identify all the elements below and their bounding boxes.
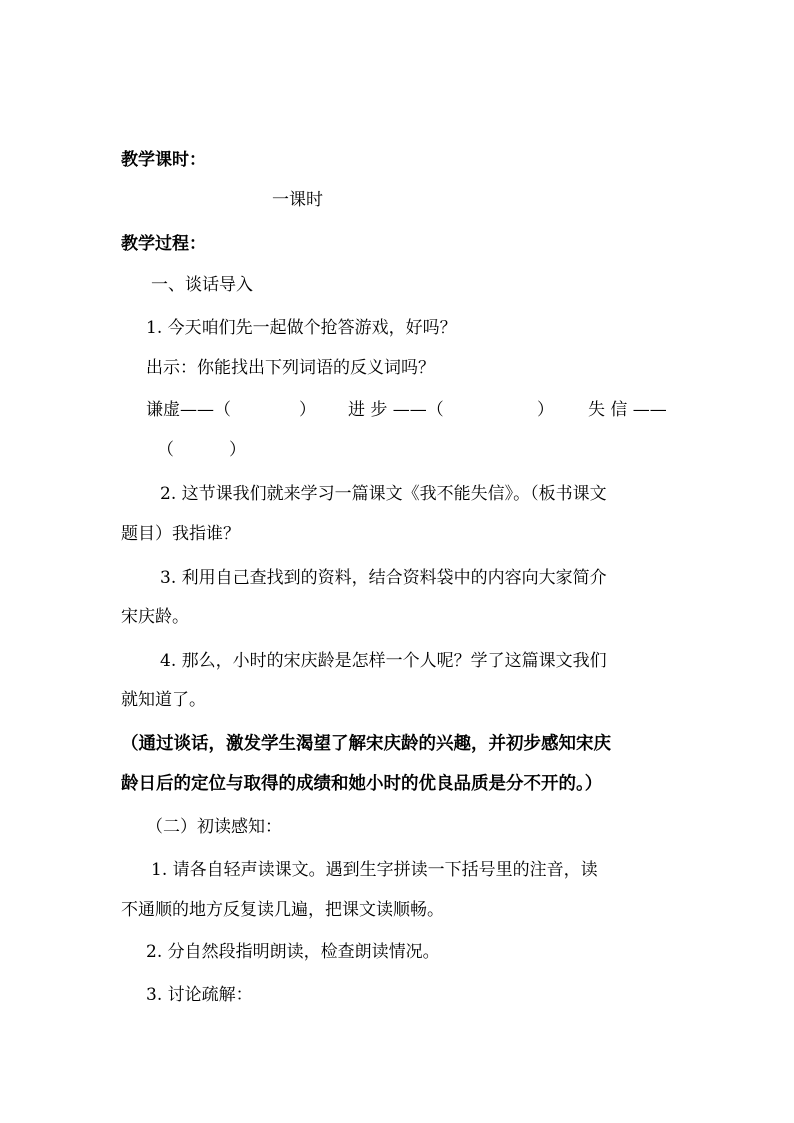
heading-process: 教学过程：: [121, 234, 206, 254]
antonym-close-3: ）: [229, 440, 246, 460]
read-1-line-2: 不通顺的地方反复读几遍，把课文读顺畅。: [121, 900, 444, 920]
step-2-line-2: 题目）我指谁？: [121, 524, 240, 544]
show-prompt: 出示：你能找出下列词语的反义词吗？: [146, 358, 435, 378]
antonym-open-3: （: [157, 440, 174, 460]
class-hours-value: 一课时: [272, 190, 323, 210]
antonym-close-2: ）: [537, 400, 554, 420]
step-4-line-1: 4. 那么，小时的宋庆龄是怎样一个人呢？学了这篇课文我们: [160, 651, 607, 671]
read-3: 3. 讨论疏解：: [146, 985, 253, 1005]
antonym-word-3: 失 信 ——: [588, 400, 667, 420]
antonym-word-2: 进 步 ——（: [348, 400, 444, 420]
step-1: 1. 今天咱们先一起做个抢答游戏，好吗？: [146, 318, 457, 338]
step-3-line-2: 宋庆龄。: [121, 607, 189, 627]
read-1-line-1: 1. 请各自轻声读课文。遇到生字拼读一下括号里的注音，读: [151, 860, 598, 880]
antonym-word-1: 谦虚——（: [146, 400, 231, 420]
antonym-close-1: ）: [299, 400, 316, 420]
note-line-1: （通过谈话，激发学生渴望了解宋庆龄的兴趣，并初步感知宋庆: [121, 734, 611, 754]
note-line-2: 龄日后的定位与取得的成绩和她小时的优良品质是分不开的。）: [121, 774, 603, 794]
read-2: 2. 分自然段指明朗读，检查朗读情况。: [146, 942, 440, 962]
step-3-line-1: 3. 利用自己查找到的资料，结合资料袋中的内容向大家简介: [160, 568, 607, 588]
section-one-title: 一、谈话导入: [151, 275, 253, 295]
heading-class-hours: 教学课时：: [121, 150, 206, 170]
step-4-line-2: 就知道了。: [121, 690, 206, 710]
step-2-line-1: 2. 这节课我们就来学习一篇课文《我不能失信》。（板书课文: [160, 484, 607, 504]
section-two-title: （二）初读感知：: [146, 817, 282, 837]
